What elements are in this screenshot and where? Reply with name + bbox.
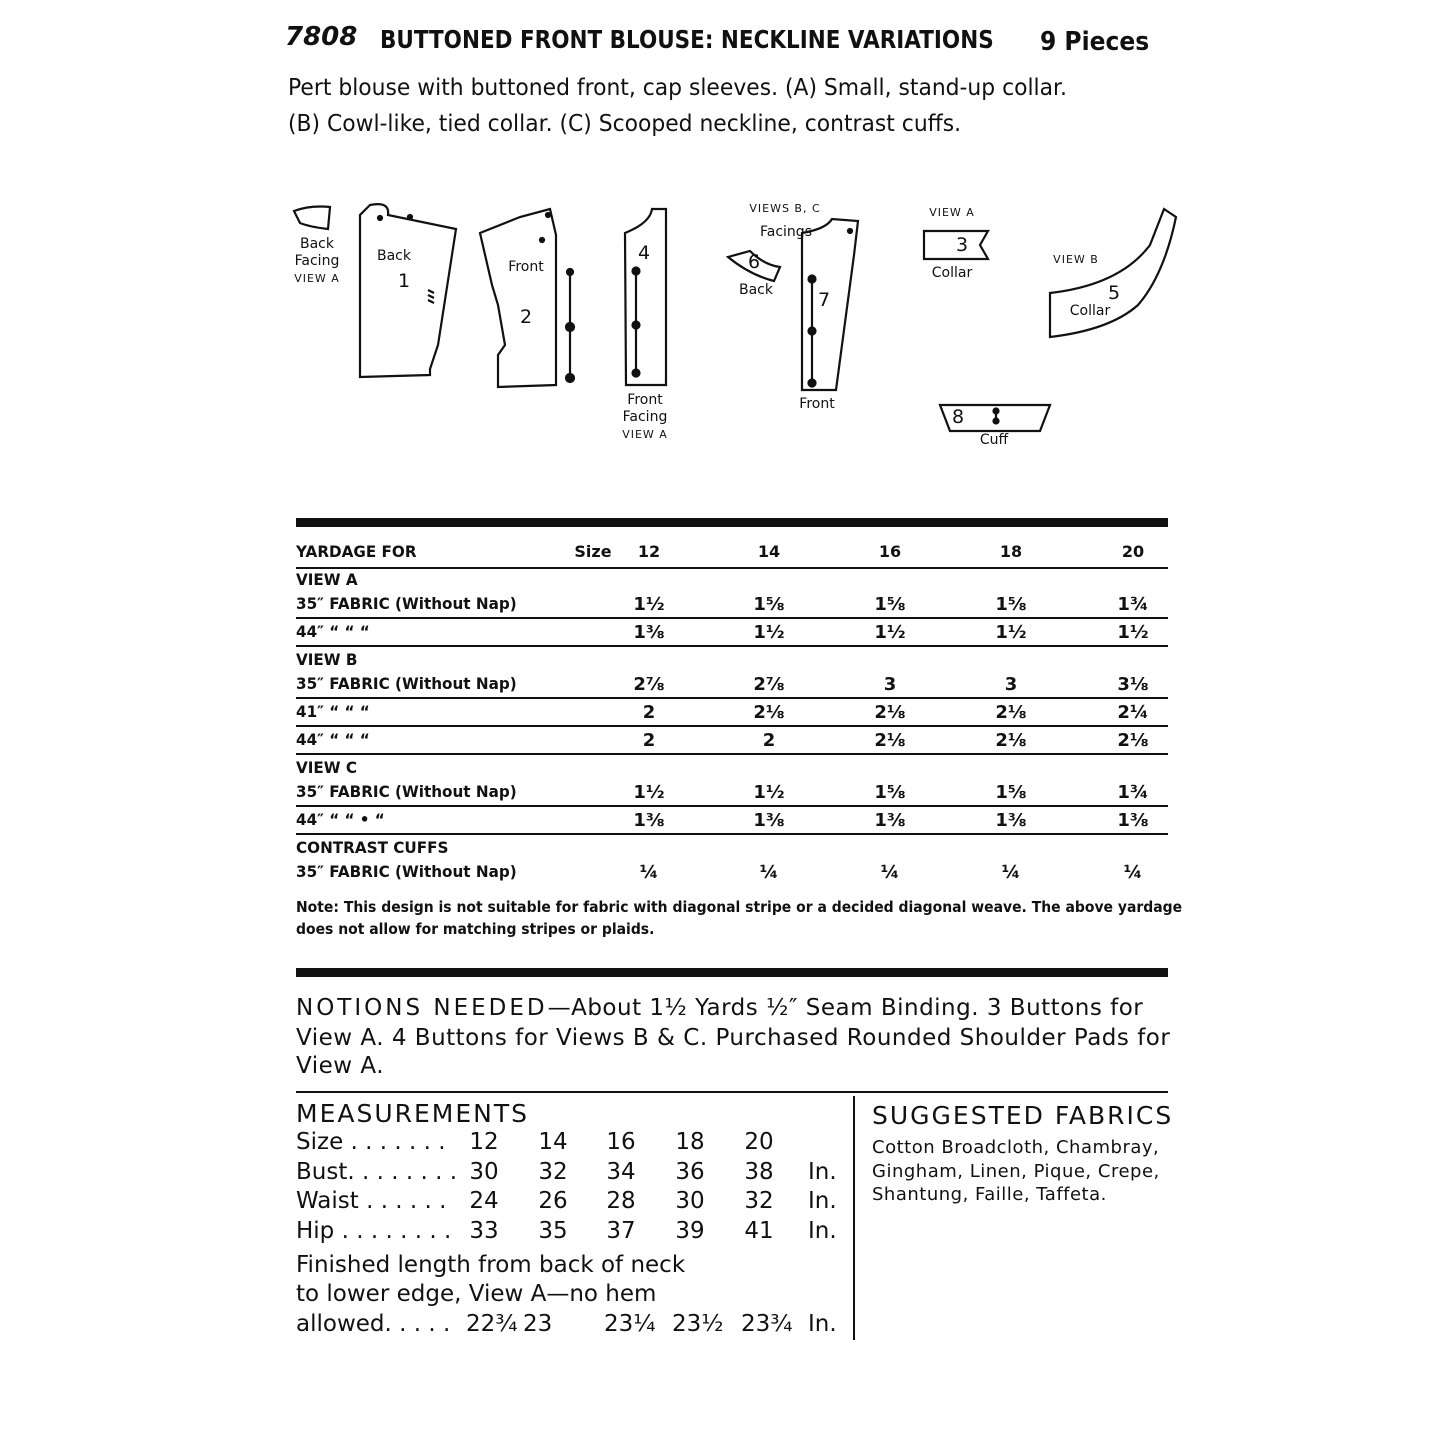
measurement-value: 30 xyxy=(469,1158,499,1185)
measurement-value: 24 xyxy=(469,1188,499,1214)
front-facing-7-label: Front xyxy=(799,396,835,412)
measurement-value: 41 xyxy=(744,1217,774,1244)
measurement-unit: In. xyxy=(808,1158,837,1185)
back-facing-6-number: 6 xyxy=(748,251,761,273)
front-facing-7-number: 7 xyxy=(818,289,831,311)
measurement-value: 34 xyxy=(606,1158,636,1185)
finished-length-line-2: to lower edge, View A—no hem xyxy=(296,1281,657,1307)
yardage-row xyxy=(296,780,1168,808)
measurement-label: Bust. . . . . . . . xyxy=(296,1158,458,1185)
yardage-row xyxy=(296,620,1168,648)
yardage-top-rule xyxy=(296,518,1168,527)
fabrics-line-1: Cotton Broadcloth, Chambray, xyxy=(872,1137,1160,1158)
column-divider xyxy=(853,1096,855,1340)
measurement-value: 12 xyxy=(469,1129,499,1155)
yardage-cell: 1⅝ xyxy=(874,782,906,803)
measurement-value: 33 xyxy=(469,1217,499,1244)
cuff-number: 8 xyxy=(952,406,965,428)
finished-length-label: allowed. . . . . xyxy=(296,1311,451,1337)
yardage-row-label: VIEW A xyxy=(296,570,358,589)
yardage-cell: 2⅛ xyxy=(995,702,1027,723)
cuff-label: Cuff xyxy=(979,432,1009,448)
yardage-row-label: 35″ FABRIC (Without Nap) xyxy=(296,674,517,693)
yardage-cell: 1½ xyxy=(995,622,1027,643)
pattern-title: BUTTONED FRONT BLOUSE: NECKLINE VARIATIONS xyxy=(380,25,994,54)
pieces-count: 9 Pieces xyxy=(1040,27,1150,57)
yardage-row-label: 35″ FABRIC (Without Nap) xyxy=(296,782,517,801)
measurement-value: 18 xyxy=(675,1129,705,1155)
measurement-value: 14 xyxy=(538,1129,568,1155)
notions-line-1 xyxy=(296,995,1143,1021)
yardage-row-label: 35″ FABRIC (Without Nap) xyxy=(296,594,517,613)
measurement-value: 32 xyxy=(538,1158,568,1185)
yardage-cell: 2 xyxy=(642,730,656,751)
measurement-value: 20 xyxy=(744,1129,774,1155)
yardage-section-rule xyxy=(296,645,1168,647)
measurement-value: 26 xyxy=(538,1188,568,1214)
yardage-cell: 1½ xyxy=(753,782,785,803)
yardage-cell: 1¾ xyxy=(1117,782,1149,803)
size-14: 14 xyxy=(757,542,781,561)
front-facing-label: Front Facing VIEW A xyxy=(622,392,668,441)
back-label: Back xyxy=(377,248,411,264)
yardage-header-row xyxy=(296,540,1168,568)
finished-length-unit: In. xyxy=(808,1311,837,1337)
views-bc-label: VIEWS B, C xyxy=(749,202,821,215)
yardage-section-rule xyxy=(296,833,1168,835)
yardage-cell: 2⅛ xyxy=(874,730,906,751)
finished-length-line-1: Finished length from back of neck xyxy=(296,1252,686,1278)
yardage-row-rule xyxy=(296,805,1168,807)
notions-text-1: —About 1½ Yards ½″ Seam Binding. 3 Buttons for xyxy=(547,995,1144,1021)
measurement-value: 39 xyxy=(675,1217,705,1244)
measurement-value: 36 xyxy=(675,1158,705,1185)
yardage-cell: 1⅜ xyxy=(995,810,1027,831)
yardage-note-line-1: Note: This design is not suitable for fabric with diagonal stripe or a decided diagonal weave. The above yardage xyxy=(296,898,1183,916)
yardage-row xyxy=(296,728,1168,756)
yardage-cell: 2⅛ xyxy=(874,702,906,723)
size-20: 20 xyxy=(1121,542,1145,561)
collar-a-label: Collar xyxy=(931,265,973,281)
yardage-cell: 1⅜ xyxy=(633,810,665,831)
finished-length-value: 23 xyxy=(523,1311,553,1337)
size-12: 12 xyxy=(637,542,661,561)
yardage-row xyxy=(296,592,1168,620)
finished-length-value: 23¾ xyxy=(741,1311,793,1337)
yardage-cell: 1⅝ xyxy=(753,594,785,615)
back-facing-label: Back Facing VIEW A xyxy=(294,236,340,285)
notions-line-3: View A. xyxy=(296,1053,385,1079)
front-facing-piece xyxy=(625,209,666,385)
yardage-cell: 3 xyxy=(1004,674,1018,695)
yardage-cell: ¼ xyxy=(639,862,659,883)
yardage-row-label: 35″ FABRIC (Without Nap) xyxy=(296,862,517,881)
measurement-label: Hip . . . . . . . . xyxy=(296,1217,452,1244)
fabrics-line-3: Shantung, Faille, Taffeta. xyxy=(872,1184,1107,1205)
measurement-value: 37 xyxy=(606,1217,636,1244)
yardage-cell: 1⅜ xyxy=(874,810,906,831)
yardage-row xyxy=(296,700,1168,728)
size-label: Size xyxy=(574,542,612,561)
measurement-value: 16 xyxy=(606,1129,636,1155)
yardage-row-label: CONTRAST CUFFS xyxy=(296,838,449,857)
yardage-cell: ¼ xyxy=(759,862,779,883)
front-piece xyxy=(480,209,556,387)
yardage-section-rule xyxy=(296,753,1168,755)
measurement-value: 38 xyxy=(744,1158,774,1185)
yardage-row-label: 44″ “ “ “ xyxy=(296,622,370,641)
yardage-row-label: 41″ “ “ “ xyxy=(296,702,370,721)
yardage-cell: 2 xyxy=(642,702,656,723)
yardage-cell: 1⅜ xyxy=(1117,810,1149,831)
description-line-1: Pert blouse with buttoned front, cap sleeves. (A) Small, stand-up collar. xyxy=(288,75,1067,101)
measurement-unit: In. xyxy=(808,1217,837,1244)
notions-heading: NOTIONS NEEDED xyxy=(296,995,548,1021)
back-notches xyxy=(428,290,434,303)
measurement-label: Waist . . . . . . xyxy=(296,1188,447,1214)
collar-b-label: Collar xyxy=(1069,303,1111,319)
collar-a-number: 3 xyxy=(956,234,969,256)
yardage-cell: 1⅝ xyxy=(995,782,1027,803)
yardage-cell: 1⅝ xyxy=(995,594,1027,615)
yardage-cell: 2⅛ xyxy=(995,730,1027,751)
measurement-value: 28 xyxy=(606,1188,636,1214)
fabrics-line-2: Gingham, Linen, Pique, Crepe, xyxy=(872,1161,1160,1182)
pattern-pieces-diagram xyxy=(280,195,1180,455)
fabrics-heading: SUGGESTED FABRICS xyxy=(872,1101,1174,1130)
yardage-cell: 2¼ xyxy=(1117,702,1149,723)
yardage-row xyxy=(296,672,1168,700)
measurement-unit: In. xyxy=(808,1188,837,1214)
yardage-cell: 1½ xyxy=(753,622,785,643)
back-number: 1 xyxy=(398,270,411,292)
yardage-cell: 2⅞ xyxy=(633,674,665,695)
yardage-row xyxy=(296,808,1168,836)
measurement-value: 30 xyxy=(675,1188,705,1214)
collar-a-view-label: VIEW A xyxy=(929,206,975,219)
notions-line-2: View A. 4 Buttons for Views B & C. Purchased Rounded Shoulder Pads for xyxy=(296,1025,1171,1051)
size-18: 18 xyxy=(999,542,1023,561)
yardage-cell: ¼ xyxy=(1123,862,1143,883)
front-facing-number: 4 xyxy=(638,242,651,264)
yardage-row-label: 44″ “ “ “ xyxy=(296,730,370,749)
yardage-cell: ¼ xyxy=(1001,862,1021,883)
notions-top-rule xyxy=(296,968,1168,977)
yardage-cell: 1½ xyxy=(1117,622,1149,643)
measurement-label: Size . . . . . . . xyxy=(296,1129,446,1155)
yardage-cell: ¼ xyxy=(880,862,900,883)
yardage-row xyxy=(296,860,1168,888)
yardage-cell: 2⅛ xyxy=(1117,730,1149,751)
yardage-cell: 1½ xyxy=(633,594,665,615)
description-line-2: (B) Cowl-like, tied collar. (C) Scooped neckline, contrast cuffs. xyxy=(288,111,962,137)
yardage-cell: 3 xyxy=(883,674,897,695)
yardage-row-label: VIEW C xyxy=(296,758,358,777)
yardage-cell: 1½ xyxy=(633,782,665,803)
notions-bottom-rule xyxy=(296,1091,1168,1093)
measurement-value: 35 xyxy=(538,1217,568,1244)
yardage-row-label: VIEW B xyxy=(296,650,358,669)
yardage-cell: 1⅝ xyxy=(874,594,906,615)
yardage-row-rule xyxy=(296,697,1168,699)
finished-length-value: 23¼ xyxy=(604,1311,656,1337)
yardage-cell: 2⅛ xyxy=(753,702,785,723)
back-facing-6-label: Back xyxy=(739,282,773,298)
yardage-cell: 2⅞ xyxy=(753,674,785,695)
yardage-note-line-2: does not allow for matching stripes or plaids. xyxy=(296,920,655,938)
measurements-heading: MEASUREMENTS xyxy=(296,1099,530,1128)
yardage-row-label: 44″ “ “ • “ xyxy=(296,810,385,829)
measurement-value: 32 xyxy=(744,1188,774,1214)
collar-b-view-label: VIEW B xyxy=(1053,253,1099,266)
collar-b-number: 5 xyxy=(1108,282,1121,304)
yardage-cell: 1¾ xyxy=(1117,594,1149,615)
yardage-cell: 1½ xyxy=(874,622,906,643)
yardage-cell: 1⅜ xyxy=(753,810,785,831)
yardage-cell: 3⅛ xyxy=(1117,674,1149,695)
size-16: 16 xyxy=(878,542,902,561)
yardage-row-rule xyxy=(296,617,1168,619)
yardage-row-rule xyxy=(296,725,1168,727)
yardage-cell: 1⅜ xyxy=(633,622,665,643)
front-label: Front xyxy=(508,259,544,275)
back-facing-piece xyxy=(294,207,330,230)
facings-label: Facings xyxy=(760,224,812,240)
yardage-cell: 2 xyxy=(762,730,776,751)
pattern-number: 7808 xyxy=(285,22,358,52)
front-number: 2 xyxy=(520,306,533,328)
finished-length-value: 23½ xyxy=(672,1311,724,1337)
yardage-title: YARDAGE FOR xyxy=(296,542,417,561)
finished-length-value: 22¾ xyxy=(466,1311,518,1337)
